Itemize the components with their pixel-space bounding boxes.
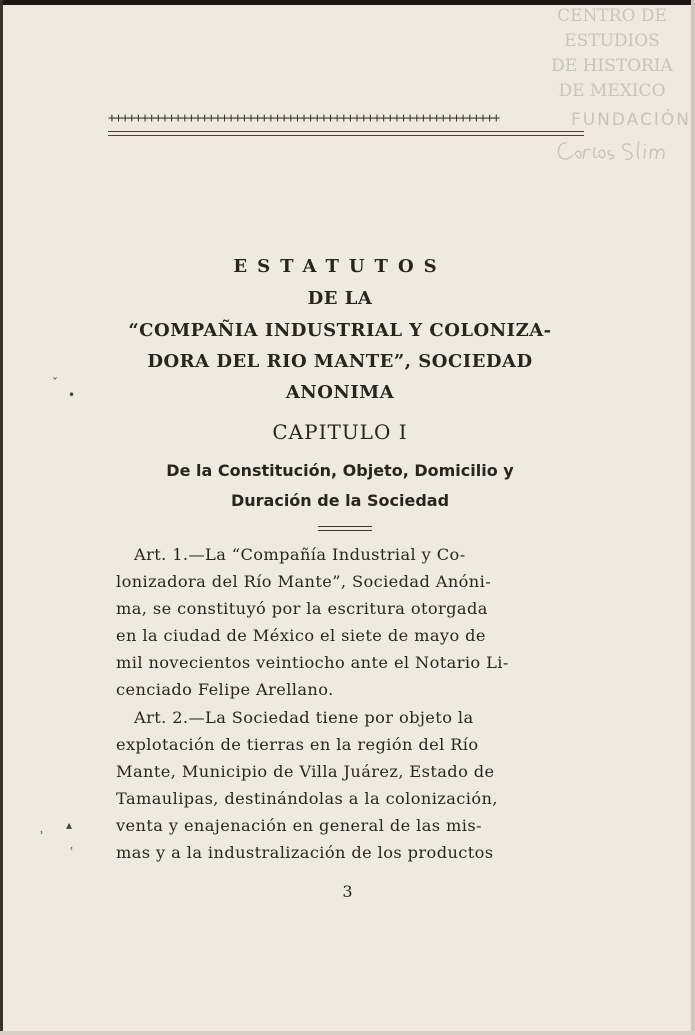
ink-speck: ˓	[70, 842, 74, 856]
watermark-line: ESTUDIOS	[564, 31, 660, 51]
page-number: 3	[342, 882, 353, 901]
header-double-rule	[108, 131, 584, 136]
article-line: en la ciudad de México el siete de mayo de	[116, 626, 486, 645]
ink-speck: ˇ	[52, 376, 58, 390]
page-left-edge	[0, 0, 3, 1035]
title-de-la: DE LA	[307, 288, 373, 309]
page-bottom-edge	[0, 1031, 695, 1035]
ink-speck: •	[68, 388, 76, 402]
watermark-line: DE MEXICO	[558, 81, 666, 101]
chapter-heading: CAPITULO I	[272, 420, 408, 444]
company-name-line2: DORA DEL RIO MANTE”, SOCIEDAD	[147, 351, 533, 372]
article-1	[116, 541, 575, 703]
article-line: venta y enajenación en general de las mis-	[116, 816, 482, 835]
ink-speck: ▴	[66, 818, 73, 832]
article-line: mil novecientos veintiocho ante el Notario Li-	[116, 653, 509, 672]
article-line: ma, se constituyó por la escritura otorgada	[116, 599, 488, 618]
ornamental-border: +++++++++++++++++++++++++++++++++++++++++++++++++++++++++++	[108, 111, 499, 126]
ink-speck: ˒	[40, 826, 44, 840]
article-2	[116, 704, 575, 866]
article-line: Mante, Municipio de Villa Juárez, Estado de	[116, 762, 495, 781]
signature-logo	[553, 135, 683, 169]
article-line: Art. 2.—La Sociedad tiene por objeto la	[134, 708, 474, 727]
article-line: Tamaulipas, destinándolas a la colonización,	[116, 789, 498, 808]
article-line: mas y a la industralización de los productos	[116, 843, 494, 862]
page-right-edge	[691, 0, 695, 1035]
article-line: lonizadora del Río Mante”, Sociedad Anóni-	[116, 572, 492, 591]
article-line: cenciado Felipe Arellano.	[116, 680, 334, 699]
archive-watermark	[537, 4, 691, 169]
company-name-line1: “COMPAÑIA INDUSTRIAL Y COLONIZA-	[128, 320, 552, 341]
document-title: ESTATUTOS	[233, 256, 447, 277]
article-line: explotación de tierras en la región del Río	[116, 735, 479, 754]
chapter-subtitle-line2: Duración de la Sociedad	[230, 491, 450, 510]
chapter-subtitle-line1: De la Constitución, Objeto, Domicilio y	[166, 461, 514, 480]
watermark-line: CENTRO DE	[557, 6, 667, 26]
article-line: Art. 1.—La “Compañía Industrial y Co-	[134, 545, 466, 564]
company-name-line3: ANONIMA	[285, 382, 395, 403]
watermark-fundacion: FUNDACIÓN	[570, 110, 691, 130]
section-divider	[318, 526, 372, 531]
watermark-line: DE HISTORIA	[551, 56, 673, 76]
